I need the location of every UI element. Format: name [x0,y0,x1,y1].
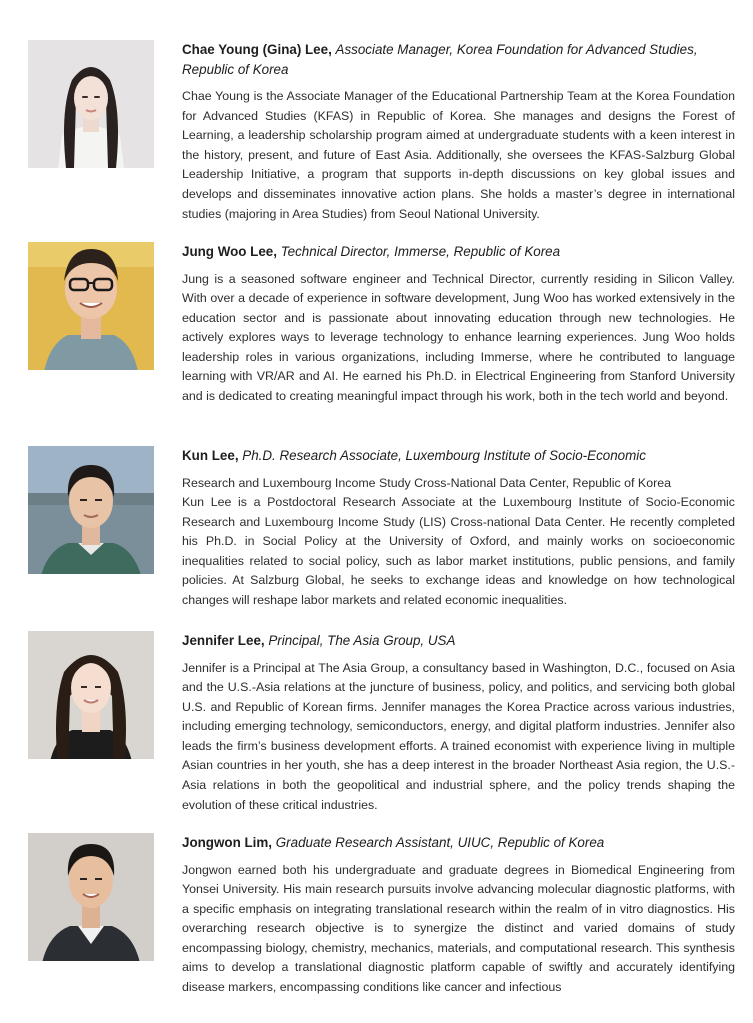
profile-name: Jung Woo Lee, [182,244,277,259]
profile-title: Ph.D. Research Associate, Luxembourg Institute of Socio-Economic [242,448,646,463]
profile-content [182,242,735,407]
profile-heading [182,833,735,853]
profile-name: Kun Lee, [182,448,239,463]
profile-name: Jennifer Lee, [182,633,265,648]
profile-bio [182,474,735,611]
profile-photo [28,40,154,168]
profile-title: Principal, The Asia Group, USA [268,633,456,648]
profile-heading [182,631,735,651]
profile-name: Jongwon Lim, [182,835,273,850]
profile-content [182,40,735,224]
profile-content [182,631,735,815]
profile-content [182,833,735,998]
profile-photo [28,242,154,370]
profile-title: Graduate Research Assistant, UIUC, Republic of Korea [275,835,605,850]
profile-heading [182,40,735,79]
bio-paragraph: Chae Young is the Associate Manager of the Educational Partnership Team at the Korea Foundation for Advanced Studies (KFAS) in Republic of Korea. She manages and designs the Forest of Learning, a leadership scholarship program aimed at undergraduate students with a keen interest in the history, present, and future of East Asia. Additionally, she oversees the KFAS-Salzburg Global Leadership Initiative, a program that supports in-depth discussions on key global issues and develops and disseminates innovative action plans. She holds a master’s degree in international studies (majoring in Area Studies) from Seoul National University. [182,89,735,221]
profile-photo [28,631,154,759]
profile-bio [182,861,735,998]
profile-title: Technical Director, Immerse, Republic of Korea [280,244,561,259]
bio-paragraph: Jongwon earned both his undergraduate and graduate degrees in Biomedical Engineering from Yonsei University. His main research pursuits involve advancing molecular diagnostic platforms, with a specific emphasis on integrating translational research within the realm of in vitro diagnostics. His overarching research objective is to synergize the distinct and varied domains of study encompassing biology, chemistry, mechanics, materials, and computational research. This synthesis aims to develop a translational diagnostic platform capable of swiftly and accurately identifying disease markers, encompassing conditions like cancer and infectious [182,862,735,995]
profile-bio [182,87,735,224]
profile-bio [182,659,735,816]
bio-lead: Research and Luxembourg Income Study Cross-National Data Center, Republic of Korea [182,475,672,490]
profile-heading [182,446,735,466]
bio-paragraph: Jennifer is a Principal at The Asia Group, a consultancy based in Washington, D.C., focused on Asia and the U.S.-Asia relations at the juncture of business, policy, and politics, and servicing both global U.S. and Republic of Korean firms. Jennifer manages the Korea Practice across various industries, including emerging technology, semiconductors, energy, and digital platform industries. Jennifer also leads the firm’s business development efforts. A trained economist with experience living in multiple Asian countries in her youth, she has a deep interest in the broader Northeast Asia region, the U.S.-Asia relations in both the geopolitical and industrial sphere, and the policy trends shaping the evolution of these critical industries. [182,660,735,812]
profile-heading [182,242,735,262]
profile-bio [182,270,735,407]
profile-content [182,446,735,611]
profile-photo [28,833,154,961]
profile-title: Associate Manager, Korea Foundation for Advanced Studies, Republic of Korea [182,42,698,77]
bio-paragraph: Kun Lee is a Postdoctoral Research Associate at the Luxembourg Institute of Socio-Economic Research and Luxembourg Income Study (LIS) Cross-national Data Center. He recently completed his Ph.D. in Social Policy at the University of Oxford, and mainly works on socioeconomic inequalities related to social policy, such as labor market institutions, public pensions, and family policies. At Salzburg Global, he seeks to exchange ideas and knowledge on how technological changes will reshape labor markets and related economic inequalities. [182,495,735,608]
bio-paragraph: Jung is a seasoned software engineer and Technical Director, currently residing in Silicon Valley. With over a decade of experience in software development, Jung Woo has worked extensively in the education sector and is passionate about innovating education through new technologies. He actively explores ways to leverage technology to enhance learning experiences. Jung Woo holds leadership roles in various organizations, including Immerse, where he contributed to language learning with VR/AR and AI. He earned his Ph.D. in Electrical Engineering from Stanford University and is dedicated to creating meaningful impact through his work, both in the tech world and beyond. [182,271,735,404]
profile-name: Chae Young (Gina) Lee, [182,42,332,57]
profile-photo [28,446,154,574]
